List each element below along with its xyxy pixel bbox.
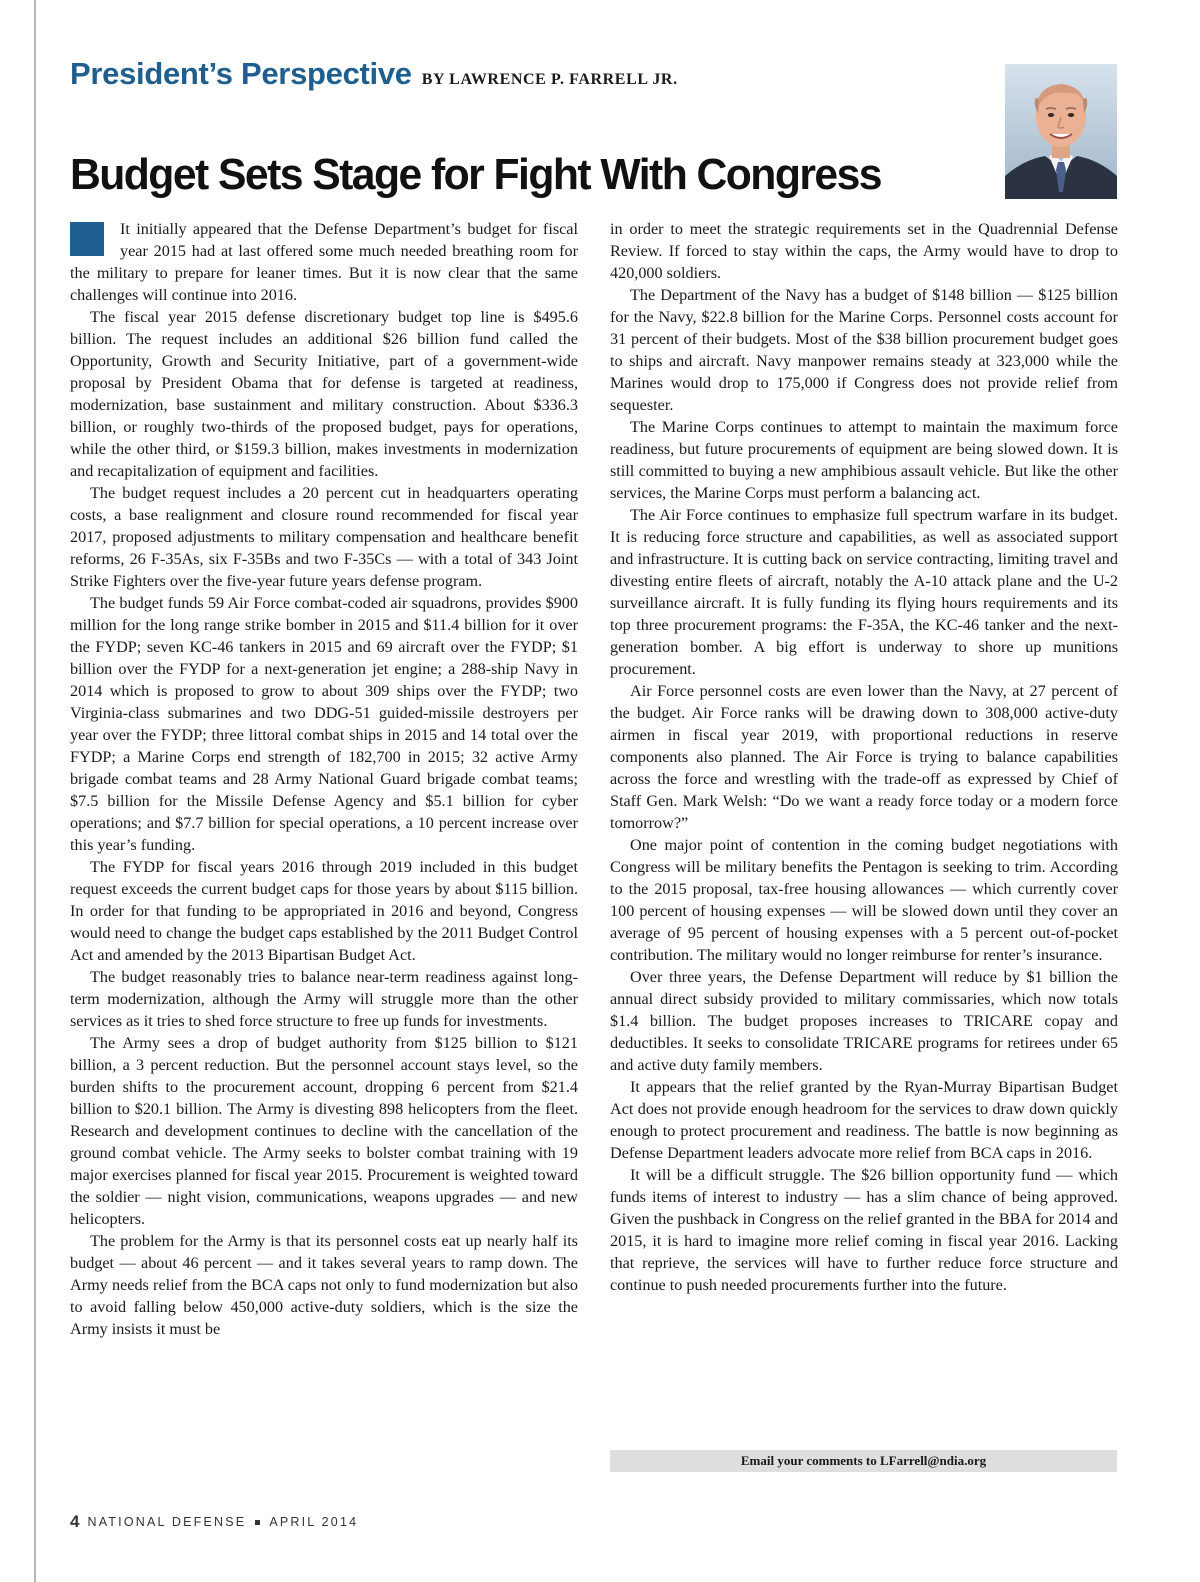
article-body: [70, 218, 1118, 1480]
byline: BY LAWRENCE P. FARRELL JR.: [421, 71, 678, 88]
publication-name: NATIONAL DEFENSE: [87, 1515, 247, 1529]
paragraph: The budget funds 59 Air Force combat-coded air squadrons, provides $900 million for the long range strike bomber in 2015 and $11.4 billion for it over the FYDP; seven KC-46 tankers in 2015 and 69 aircraft over the FYDP; $1 billion over the FYDP for a next-generation jet engine; a 288-ship Navy in 2014 which is proposed to grow to about 309 ships over the FYDP; two Virginia-class submarines and two DDG-51 guided-missile destroyers per year over the FYDP; three littoral combat ships in 2015 and 14 total over the FYDP; a Marine Corps end strength of 182,700 in 2015; 32 active Army brigade combat teams and 28 Army National Guard brigade combat teams; $7.5 billion for the Missile Defense Agency and $5.1 billion for cyber operations; and $7.7 billion for special operations, a 10 percent increase over this year’s funding.: [70, 594, 578, 854]
page-footer: [70, 1512, 358, 1532]
paragraph: It will be a difficult struggle. The $26 billion opportunity fund — which funds items of interest to industry — has a slim chance of being approved. Given the pushback in Congress on the relief granted in the BBA for 2014 and 2015, it is hard to imagine more relief coming in fiscal year 2016. Lacking that reprieve, the services will have to further reduce force structure and continue to push needed procurements further into the future.: [610, 1166, 1119, 1294]
issue-date: APRIL 2014: [269, 1515, 359, 1529]
paragraph: It initially appeared that the Defense Department’s budget for fiscal year 2015 had at last offered some much needed breathing room for the military to prepare for leaner times. But it is now clear that the same challenges will continue into 2016.: [70, 220, 578, 304]
paragraph: The problem for the Army is that its personnel costs eat up nearly half its budget — about 46 percent — and it takes several years to ramp down. The Army needs relief from the BCA caps not only to fund modernization but also to avoid falling below 450,000 active-duty soldiers, which is the size the Army insists it must be: [70, 1232, 578, 1338]
paragraph: The budget reasonably tries to balance near-term readiness against long-term modernization, although the Army will struggle more than the other services as it tries to shed force structure to free up funds for investments.: [70, 968, 578, 1030]
right-column: [610, 218, 1118, 1296]
paragraph: Over three years, the Defense Department will reduce by $1 billion the annual direct subsidy provided to military commissaries, which now totals $1.4 billion. The budget proposes increases to TRICARE copay and deductibles. It seeks to consolidate TRICARE programs for retirees under 65 and active duty family members.: [610, 968, 1118, 1074]
paragraph: One major point of contention in the coming budget negotiations with Congress will be military benefits the Pentagon is seeking to trim. According to the 2015 proposal, tax-free housing allowances — which currently cover 100 percent of housing expenses — will be slowed down until they cover an average of 95 percent of housing expenses with a 5 percent out-of-pocket contribution. The military would no longer reimburse for renter’s insurance.: [610, 836, 1118, 964]
author-portrait-image: [1005, 64, 1117, 199]
article-headline: Budget Sets Stage for Fight With Congress: [70, 150, 881, 199]
drop-cap-square: [70, 222, 104, 256]
footer-bullet-icon: [255, 1520, 260, 1525]
author-portrait: [1005, 64, 1117, 199]
paragraph: It appears that the relief granted by the Ryan-Murray Bipartisan Budget Act does not provide enough headroom for the services to draw down quickly enough to protect procurement and readiness. The battle is now beginning as Defense Department leaders advocate more relief from BCA caps in 2016.: [610, 1078, 1118, 1162]
email-comments-bar: Email your comments to LFarrell@ndia.org: [610, 1450, 1117, 1472]
page-number: 4: [70, 1512, 80, 1531]
paragraph: The fiscal year 2015 defense discretionary budget top line is $495.6 billion. The request includes an additional $26 billion fund called the Opportunity, Growth and Security Initiative, part of a government-wide proposal by President Obama that for defense is targeted at readiness, modernization, base sustainment and military construction. About $336.3 billion, or roughly two-thirds of the proposed budget, pays for operations, while the other third, or $159.3 billion, makes investments in modernization and recapitalization of equipment and facilities.: [70, 308, 578, 480]
paragraph: The Marine Corps continues to attempt to maintain the maximum force readiness, but future procurements of equipment are being slowed down. It is still committed to buying a new amphibious assault vehicle. But like the other services, the Marine Corps must perform a balancing act.: [610, 418, 1118, 502]
paragraph: The FYDP for fiscal years 2016 through 2019 included in this budget request exceeds the current budget caps for those years by about $115 billion. In order for that funding to be appropriated in 2016 and beyond, Congress would need to change the budget caps established by the 2011 Budget Control Act and amended by the 2013 Bipartisan Budget Act.: [70, 858, 578, 964]
column-header: [70, 56, 678, 92]
paragraph: The Air Force continues to emphasize full spectrum warfare in its budget. It is reducing force structure and capabilities, as well as associated support and infrastructure. It is cutting back on service contracting, limiting travel and divesting entire fleets of aircraft, notably the A-10 attack plane and the U-2 surveillance aircraft. It is fully funding its flying hours requirements and its top three procurement programs: the F-35A, the KC-46 tanker and the next-generation bomber. A big effort is underway to shore up munitions procurement.: [610, 506, 1118, 678]
paragraph: Air Force personnel costs are even lower than the Navy, at 27 percent of the budget. Air Force ranks will be drawing down to 308,000 active-duty airmen in fiscal year 2019, with proportional reductions in reserve components also planned. The Air Force is trying to balance capabilities across the force and wrestling with the trade-off as expressed by Chief of Staff Gen. Mark Welsh: “Do we want a ready force today or a modern force tomorrow?”: [610, 682, 1118, 832]
paragraph: The Army sees a drop of budget authority from $125 billion to $121 billion, a 3 percent reduction. But the personnel account stays level, so the burden shifts to the procurement account, dropping 6 percent from $21.4 billion to $20.1 billion. The Army is divesting 898 helicopters from the fleet. Research and development continues to decline with the cancellation of the ground combat vehicle. The Army seeks to bolster combat training with 19 major exercises planned for fiscal year 2015. Procurement is weighted toward the soldier — night vision, communications, weapons upgrades — and new helicopters.: [70, 1034, 578, 1228]
paragraph: in order to meet the strategic requirements set in the Quadrennial Defense Review. If forced to stay within the caps, the Army would have to drop to 420,000 soldiers.: [610, 220, 1118, 282]
page-margin-rule: [34, 0, 36, 1582]
paragraph: The budget request includes a 20 percent cut in headquarters operating costs, a base realignment and closure round recommended for fiscal year 2017, proposed adjustments to military compensation and healthcare benefit reforms, 26 F-35As, six F-35Bs and two F-35Cs — with a total of 343 Joint Strike Fighters over the five-year future years defense program.: [70, 484, 578, 590]
section-title: President’s Perspective: [70, 56, 412, 91]
left-column: [70, 218, 578, 1340]
paragraph: The Department of the Navy has a budget of $148 billion — $125 billion for the Navy, $22.8 billion for the Marine Corps. Personnel costs account for 31 percent of their budgets. Most of the $38 billion procurement budget goes to ships and aircraft. Navy manpower remains steady at 323,000 while the Marines would drop to 175,000 if Congress does not provide relief from sequester.: [610, 286, 1118, 414]
